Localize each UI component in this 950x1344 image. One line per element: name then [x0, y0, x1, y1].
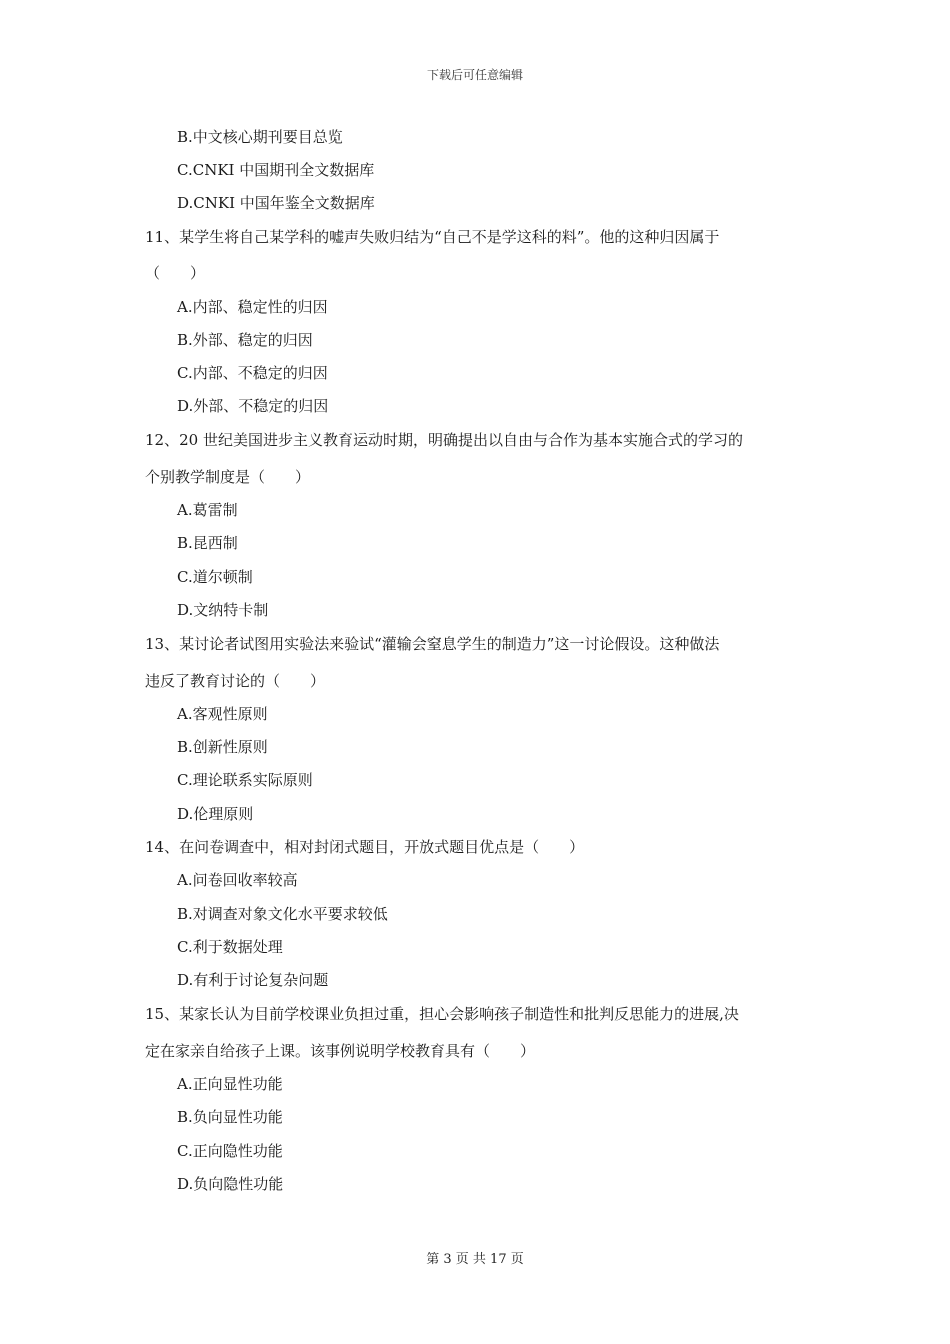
option-a: A.正向显性功能 — [177, 1075, 283, 1093]
question-12: 12、20 世纪美国进步主义教育运动时期，明确提出以自由与合作为基本实施合式的学习的 — [145, 431, 743, 449]
option-c: C.CNKI 中国期刊全文数据库 — [177, 161, 375, 179]
question-15: 15、某家长认为目前学校课业负担过重，担心会影响孩子制造性和批判反思能力的进展,决 — [145, 1005, 739, 1023]
option-d: D.外部、不稳定的归因 — [177, 397, 329, 415]
question-13-cont: 违反了教育讨论的（ ） — [145, 672, 326, 690]
option-b: B.昆西制 — [177, 534, 238, 552]
option-c: C.理论联系实际原则 — [177, 771, 313, 789]
option-c: C.利于数据处理 — [177, 938, 283, 956]
option-d: D.文纳特卡制 — [177, 601, 269, 619]
option-c: C.内部、不稳定的归因 — [177, 364, 328, 382]
option-b: B.创新性原则 — [177, 738, 268, 756]
option-a: A.内部、稳定性的归因 — [177, 298, 328, 316]
option-d: D.有利于讨论复杂问题 — [177, 971, 329, 989]
option-b: B.对调查对象文化水平要求较低 — [177, 905, 388, 923]
question-13: 13、某讨论者试图用实验法来验试“灌输会窒息学生的制造力”这一讨论假设。这种做法 — [145, 635, 720, 653]
option-a: A.客观性原则 — [177, 705, 268, 723]
question-14: 14、在问卷调查中，相对封闭式题目，开放式题目优点是（ ） — [145, 838, 585, 856]
question-12-cont: 个别教学制度是（ ） — [145, 468, 311, 486]
option-d: D.CNKI 中国年鉴全文数据库 — [177, 194, 375, 212]
option-c: C.道尔顿制 — [177, 568, 253, 586]
option-b: B.外部、稳定的归因 — [177, 331, 313, 349]
question-11-cont: （ ） — [145, 264, 206, 282]
option-a: A.问卷回收率较高 — [177, 871, 298, 889]
question-15-cont: 定在家亲自给孩子上课。该事例说明学校教育具有（ ） — [145, 1042, 536, 1060]
option-a: A.葛雷制 — [177, 501, 238, 519]
option-b: B.中文核心期刊要目总览 — [177, 128, 343, 146]
page-header: 下载后可任意编辑 — [426, 68, 523, 82]
option-c: C.正向隐性功能 — [177, 1142, 283, 1160]
question-11: 11、某学生将自己某学科的嘘声失败归结为“自己不是学这科的料”。他的这种归因属于 — [145, 228, 720, 246]
option-b: B.负向显性功能 — [177, 1108, 283, 1126]
option-d: D.伦理原则 — [177, 805, 254, 823]
option-d: D.负向隐性功能 — [177, 1175, 284, 1193]
page-footer: 第 3 页 共 17 页 — [426, 1252, 524, 1267]
